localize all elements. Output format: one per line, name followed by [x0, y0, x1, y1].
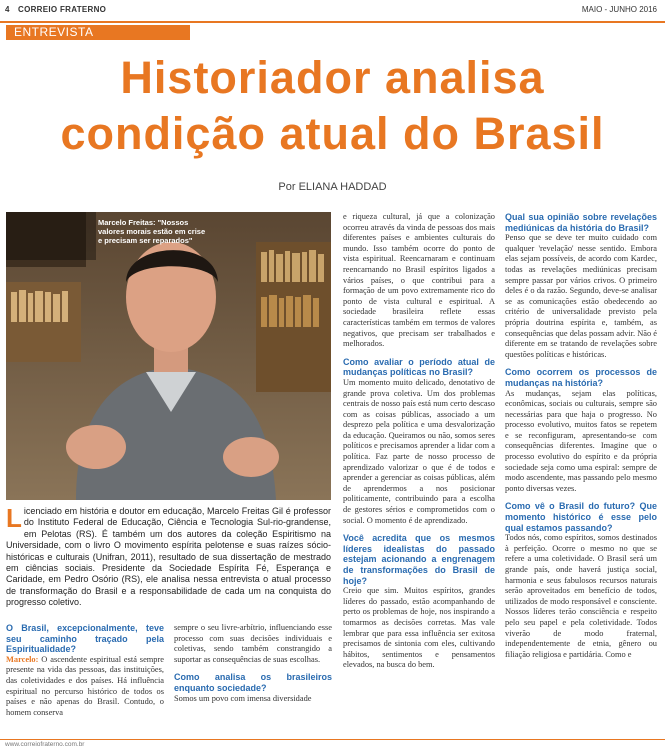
- qa-block-1: [6, 623, 164, 718]
- qa-block-5: [505, 212, 657, 360]
- answer-text: sempre o seu livre-arbítrio, influenciando esse processo com suas decisões individuais e coletivas, sendo também constrangido a suportar as consequências de suas escolhas.: [174, 623, 332, 664]
- intro-text: icenciado em história e doutor em educação, Marcelo Freitas Gil é professor do Instituto Federal de Educação, Ciência e Tecnologia Sul-rio-grandense, em Pelotas (RS). É também um dos autores da coleção Espiritismo na Universidade, com o livro O movimento espírita pelotense e suas raízes sócio-históricas e culturais (Unifran, 2011), resultado de sua dissertação de mestrado em ciências sociais. Presidente da Sociedade Espírita Fé, Esperança e Caridade, em Pedro Osório (RS), ele analisa nessa entrevista o atual processo de transformação do Brasil e a responsabilidade de cada um na conquista do progresso coletivo.: [6, 506, 331, 608]
- byline: Por ELIANA HADDAD: [278, 181, 387, 193]
- qa-block-7: [505, 501, 657, 660]
- photo-illustration: [6, 212, 331, 500]
- section-label: ENTREVISTA: [6, 25, 190, 40]
- page-footer: [0, 739, 665, 750]
- column-2: [174, 623, 332, 711]
- article-intro: [6, 503, 331, 609]
- column-3: [343, 212, 495, 678]
- page-header: [0, 0, 665, 22]
- answer-text: Todos nós, como espíritos, somos destinados à perfeição. Ocorre o mesmo no que se refere a uma coletividade. O Brasil será um grande país, onde haverá justiça social, harmonia e seus fabulosos recursos naturais serão aproveitados em benefício de todos, utilizados de modo responsável e consciente. Nossos líderes terão consciência e respeito pelo seu papel e pela coletividade. Todos viverão de modo fraternal, independentemente de etnia, gênero ou filiação religiosa e partidária. Como e: [505, 533, 657, 659]
- drop-cap: L: [6, 503, 22, 533]
- answer-text: Creio que sim. Muitos espíritos, grandes líderes do passado, estão acompanhando de perto os problemas de hoje, nos inspirando a tomarmos as decisões corretas. Mas vale lembrar que para essa influência ser exitosa precisamos de sintonia com eles, cultivando hábitos, sentimentos e pensamentos elevados, na busca do bem.: [343, 586, 495, 670]
- column-1: [6, 623, 164, 725]
- qa-block-4: [343, 533, 495, 671]
- answer-text: As mudanças, sejam elas políticas, econômicas, sociais ou culturais, sempre são necessárias para que haja o progresso. No processo evolutivo, muitos fatos se repetem e se reconfiguram, apresentando-se com consequências diferentes. Imagine que o processo evolutivo do espírito e da própria sociedade seja como uma espiral: sempre de modo ascendente, mas passando pelo mesmo ponto diversas vezes.: [505, 388, 657, 493]
- answer-text: Um momento muito delicado, denotativo de grande prova coletiva. Um dos problemas centrais de nosso país está num certo descaso com as coisas públicas, associado a um desprezo pela política e uma desvalorização da educação. Queiramos ou não, somos seres políticos e precisamos aprender a lidar com a política. Faz parte de nosso processo de aprendizado valorizar o que é de todos e aprender a gerenciar as coisas públicas, além de aprendermos a nos posicionar politicamente, contribuindo para a escolha de gestores sérios e comprometidos com o social. O momento é de aprendizado.: [343, 377, 495, 525]
- photo-caption: Marcelo Freitas: "Nossos valores morais estão em crise e precisam ser reparados": [98, 218, 206, 245]
- qa-block-continued: [343, 212, 495, 350]
- question-heading: O Brasil, excepcionalmente, teve seu caminho traçado pela Espiritualidade?: [6, 623, 164, 655]
- footer-url: www.correiofraterno.com.br: [5, 741, 85, 748]
- question-heading: Qual sua opinião sobre revelações mediúnicas da história do Brasil?: [505, 212, 657, 233]
- issue-date: MAIO - JUNHO 2016: [581, 5, 657, 14]
- qa-block-continued: [174, 623, 332, 665]
- answer-text: Penso que se deve ter muito cuidado com qualquer 'revelação' nesse sentido. Embora elas sejam possíveis, de acordo com Kardec, todas as revelações mediúnicas precisam sempre passar por vários crivos. O primeiro deles é o da razão. Segundo, deve-se analisar se as comunicações estão obedecendo ao critério de universalidade previsto pela própria doutrina espírita e, também, as consequências que delas possam advir. Não é diferente em se tratando de revelações sobre questões políticas e históricas.: [505, 233, 657, 359]
- title-line-2: condição atual do Brasil: [60, 108, 605, 159]
- question-heading: Como analisa os brasileiros enquanto sociedade?: [174, 672, 332, 693]
- title-line-1: Historiador analisa: [120, 52, 545, 103]
- interview-photo: [6, 212, 331, 500]
- answer-text: [6, 655, 164, 719]
- question-heading: Como ocorrem os processos de mudanças na história?: [505, 367, 657, 388]
- answer-body: O ascendente espiritual está sempre presente na vida das pessoas, das instituições, das coletividades e dos países. Há influência espiritual no percurso histórico de todos os países e não apenas do Brasil. Contudo, o homem conserva: [6, 654, 164, 717]
- speaker-label: Marcelo:: [6, 654, 39, 664]
- qa-block-3: [343, 357, 495, 527]
- header-rule: [0, 21, 665, 23]
- qa-block-2: [174, 672, 332, 704]
- qa-block-6: [505, 367, 657, 494]
- question-heading: Você acredita que os mesmos líderes idealistas do passado estejam acionando a engrenagem de transformações do Brasil de hoje?: [343, 533, 495, 586]
- answer-text: e riqueza cultural, já que a colonização ocorreu através da vinda de pessoas dos mais diferentes países e ambientes culturais do mundo. Isso também ocorre do ponto de vista espiritual. Reencarnaram e continuam reencarnando no Brasil espíritos ligados a vários países, o que contribui para a formação de um povo extremamente rico do ponto de vista cultural e espiritual. A sociedade brasileira reflete essas características também em termos de valores negativos, que precisam ser trabalhados e melhorados.: [343, 212, 495, 349]
- question-heading: Como vê o Brasil do futuro? Que momento histórico é esse pelo qual estamos passando?: [505, 501, 657, 533]
- answer-text: Somos um povo com imensa diversidade: [174, 693, 312, 703]
- page-number: 4: [5, 5, 10, 14]
- column-4: [505, 212, 657, 667]
- question-heading: Como avaliar o período atual de mudanças políticas no Brasil?: [343, 356, 495, 378]
- publication-name: CORREIO FRATERNO: [18, 5, 107, 14]
- article-title: [0, 50, 665, 162]
